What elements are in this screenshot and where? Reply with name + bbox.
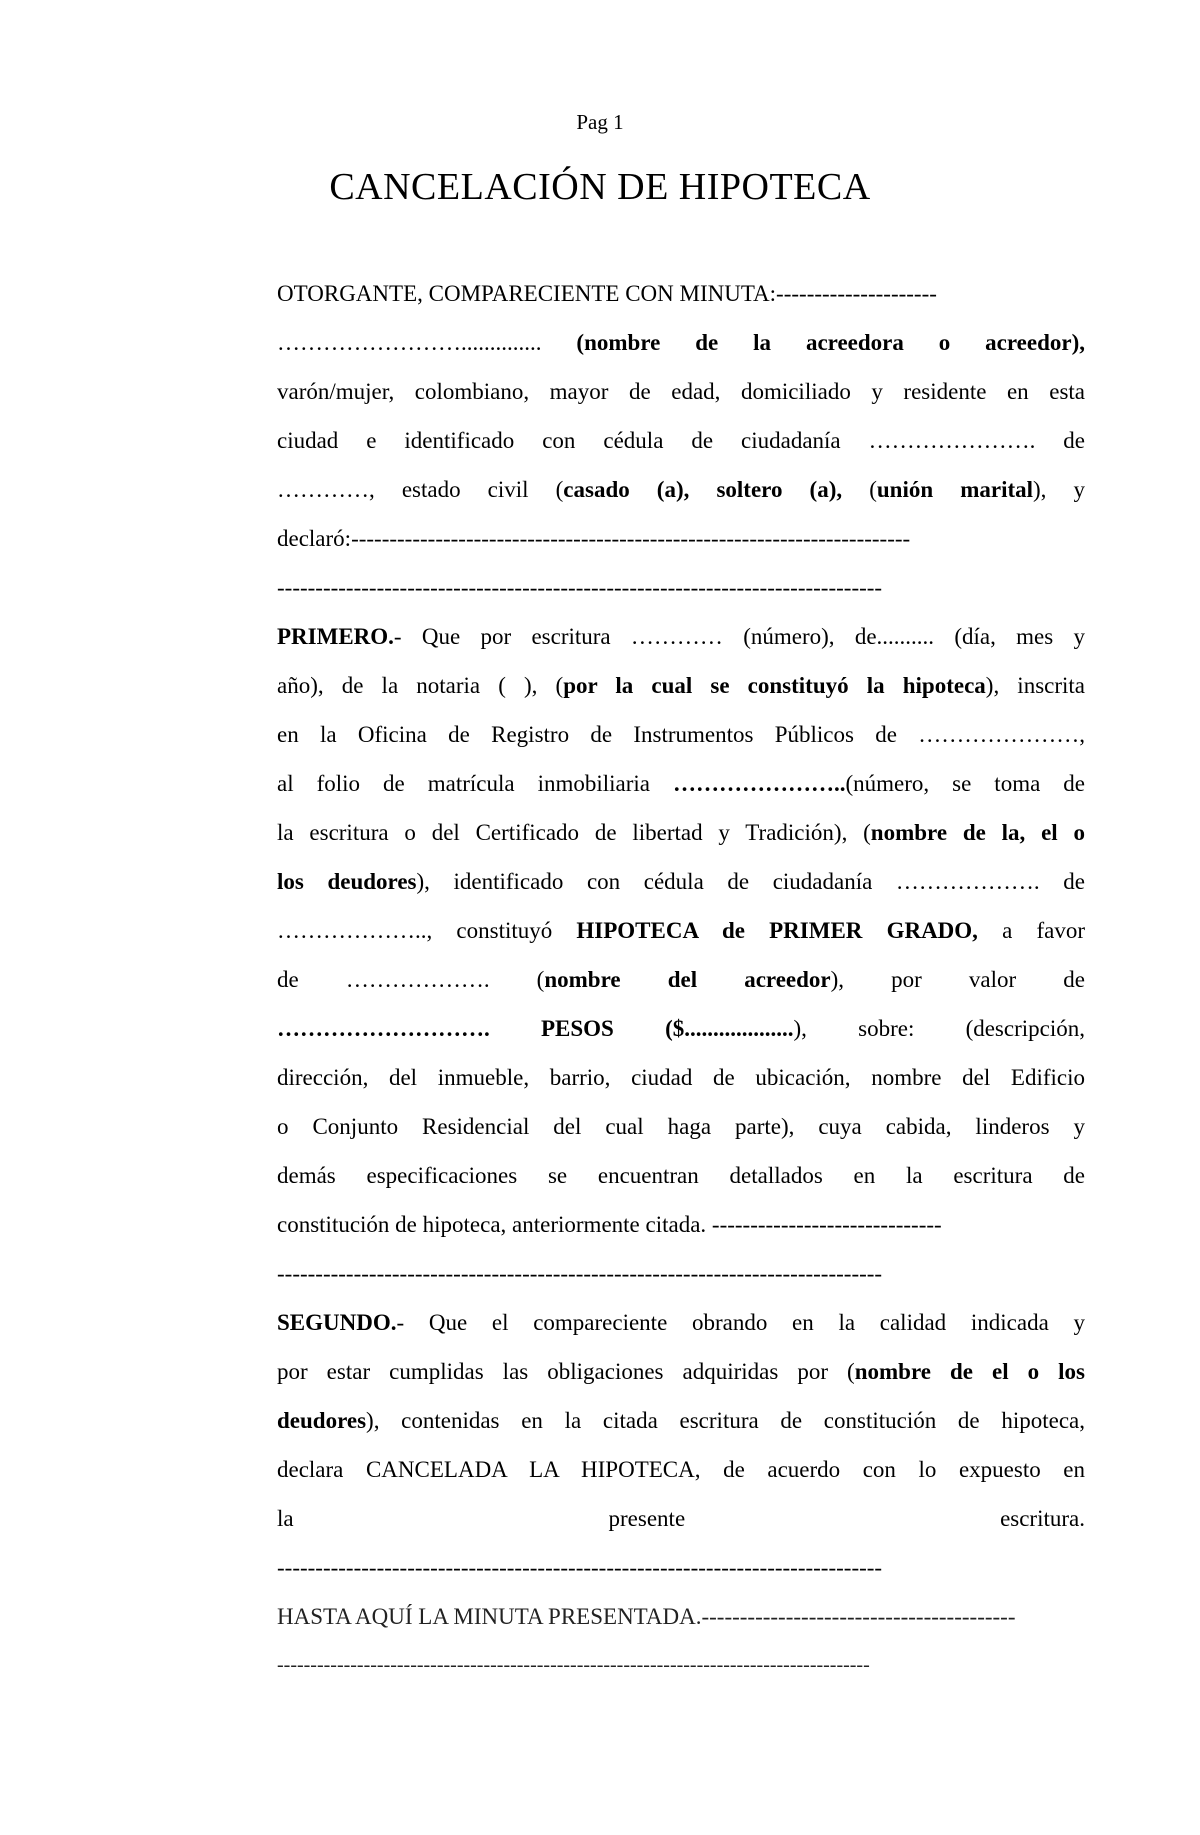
text-line	[277, 1053, 1085, 1102]
text-span: declara CANCELADA LA HIPOTECA, de acuerdo con lo expuesto en	[277, 1457, 1085, 1482]
text-line	[277, 367, 1085, 416]
acreedor-line	[277, 318, 1085, 367]
text-line	[277, 857, 1085, 906]
deudores-placeholder: nombre de la, el o	[870, 820, 1085, 845]
text-span: al folio de matrícula inmobiliaria	[277, 771, 673, 796]
text-span: declaró:-------------------------------------------------------------------------	[277, 526, 911, 551]
blank-field: …………………..	[672, 771, 846, 796]
pesos-field: ………………………. PESOS ($...................	[277, 1016, 794, 1041]
text-span: ), sobre: (descripción,	[793, 1016, 1085, 1041]
text-span: (	[869, 477, 877, 502]
dash-separator	[277, 1641, 1085, 1690]
otorgante-text: OTORGANTE, COMPARECIENTE CON MINUTA:---------------------	[277, 281, 937, 306]
text-span: varón/mujer, colombiano, mayor de edad, domiciliado y residente en esta	[277, 379, 1085, 404]
page-number: Pag 1	[576, 110, 624, 134]
segundo-heading: SEGUNDO.	[277, 1310, 397, 1335]
text-span: ), y	[1033, 477, 1085, 502]
declaro-line	[277, 514, 1085, 563]
deudores-placeholder: los deudores	[277, 869, 417, 894]
text-span: la presente escritura.	[277, 1506, 1085, 1531]
text-span: - Que el compareciente obrando en la calidad indicada y	[396, 1310, 1085, 1335]
text-line	[277, 759, 1085, 808]
text-span: dirección, del inmueble, barrio, ciudad de ubicación, nombre del Edificio	[277, 1065, 1085, 1090]
document-title: CANCELACIÓN DE HIPOTECA	[329, 166, 871, 208]
text-span: (número, se toma de	[845, 771, 1085, 796]
text-span: -------------------------------------------------------------------------------	[277, 1555, 883, 1580]
text-span: de ………………. (	[277, 967, 545, 992]
acreedor-placeholder: nombre del acreedor	[544, 967, 831, 992]
text-span: la escritura o del Certificado de libertad y Tradición), (	[277, 820, 871, 845]
text-span: …………, estado civil (	[277, 477, 564, 502]
document-body	[277, 269, 1085, 1690]
text-span: - Que por escritura ………… (número), de.......... (día, mes y	[393, 624, 1085, 649]
segundo-line	[277, 1298, 1085, 1347]
text-line	[277, 1494, 1085, 1543]
deudores-placeholder: deudores	[277, 1408, 367, 1433]
primero-line	[277, 612, 1085, 661]
text-line	[277, 1347, 1085, 1396]
text-span: por estar cumplidas las obligaciones adquiridas por (	[277, 1359, 855, 1384]
text-line	[277, 955, 1085, 1004]
text-line	[277, 1151, 1085, 1200]
text-span: a favor	[977, 918, 1085, 943]
hipoteca-grado: HIPOTECA de PRIMER GRADO,	[576, 918, 978, 943]
text-line	[277, 1004, 1085, 1053]
estado-civil-options: casado (a), soltero (a),	[563, 477, 843, 502]
text-line	[277, 1445, 1085, 1494]
text-span: o Conjunto Residencial del cual haga parte), cuya cabida, linderos y	[277, 1114, 1085, 1139]
text-line	[277, 661, 1085, 710]
dash-separator	[277, 563, 1085, 612]
text-line	[277, 1200, 1085, 1249]
text-span: ), contenidas en la citada escritura de constitución de hipoteca,	[366, 1408, 1085, 1433]
text-span: ciudad e identificado con cédula de ciudadanía …………………. de	[277, 428, 1085, 453]
dash-separator	[277, 1543, 1085, 1592]
blank-field: ……………………..............	[277, 330, 542, 355]
text-span: demás especificaciones se encuentran detallados en la escritura de	[277, 1163, 1085, 1188]
text-span: año), de la notaria ( ), (	[277, 673, 564, 698]
text-span: -------------------------------------------------------------------------------	[277, 1261, 883, 1286]
primero-heading: PRIMERO.	[277, 624, 394, 649]
text-line	[277, 710, 1085, 759]
union-marital-option: unión marital	[876, 477, 1034, 502]
text-span: en la Oficina de Registro de Instrumentos Públicos de …………………,	[277, 722, 1085, 747]
estado-civil-line	[277, 465, 1085, 514]
text-line	[277, 416, 1085, 465]
text-span: ), por valor de	[830, 967, 1085, 992]
text-span: ), identificado con cédula de ciudadanía ………………. de	[416, 869, 1085, 894]
dash-separator	[277, 1249, 1085, 1298]
text-span: ), inscrita	[985, 673, 1085, 698]
text-span: ……………….., constituyó	[277, 918, 577, 943]
text-line	[277, 1102, 1085, 1151]
otorgante-line	[277, 269, 1085, 318]
text-line	[277, 808, 1085, 857]
text-span: -----------------------------------------------------------------------------------------	[277, 1654, 870, 1676]
deudores-placeholder: nombre de el o los	[854, 1359, 1085, 1384]
text-span: constitución de hipoteca, anteriormente citada. ------------------------------	[277, 1212, 942, 1237]
text-line	[277, 1396, 1085, 1445]
hipoteca-placeholder: por la cual se constituyó la hipoteca	[563, 673, 986, 698]
closing-line	[277, 1592, 1085, 1641]
acreedor-placeholder: (nombre de la acreedora o acreedor),	[576, 330, 1085, 355]
text-line	[277, 906, 1085, 955]
text-span: -------------------------------------------------------------------------------	[277, 575, 883, 600]
closing-text: HASTA AQUÍ LA MINUTA PRESENTADA.-----------------------------------------	[277, 1604, 1016, 1629]
